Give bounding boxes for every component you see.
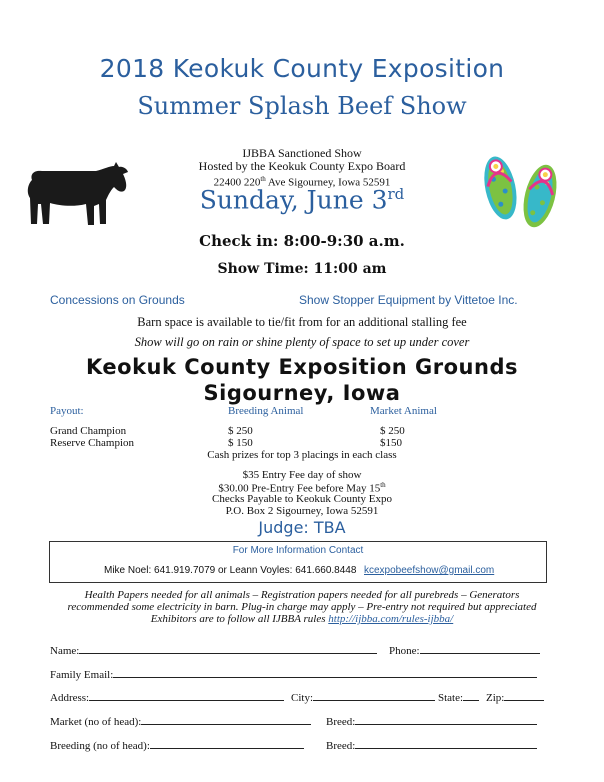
city-label: City: [291,692,314,704]
contact-phones: Mike Noel: 641.919.7079 or Leann Voyles: 641.660.8448 [104,565,357,576]
venue-city: Sigourney, Iowa [203,381,401,405]
rules-link[interactable]: http://ijbba.com/rules-ijbba/ [328,613,454,625]
venue-name: Keokuk County Exposition Grounds [86,355,518,379]
breeding-breed-field[interactable] [326,736,537,752]
breeding-column-header: Breeding Animal [228,405,304,417]
city-line[interactable] [313,688,435,701]
name-field[interactable] [50,641,377,657]
pre-entry-fee: $30.00 Pre-Entry Fee before May 15th [218,481,386,495]
phone-label: Phone: [389,645,420,657]
rain-or-shine-text: Show will go on rain or shine plenty of space to set up under cover [134,335,470,349]
family-email-label: Family Email: [50,669,114,681]
breeding-head-field[interactable] [50,736,304,752]
breeding-breed-label: Breed: [326,740,356,752]
market-breed-label: Breed: [326,716,356,728]
event-date: Sunday, June 3rd [199,185,405,215]
sanctioned-text: IJBBA Sanctioned Show [242,146,362,160]
name-label: Name: [50,645,80,657]
check-in-time: Check in: 8:00-9:30 a.m. [199,232,405,250]
payout-row-label: Reserve Champion [50,437,135,449]
judge-text: Judge: TBA [258,518,346,537]
hosted-by-text: Hosted by the Keokuk County Expo Board [198,159,406,173]
zip-label: Zip: [486,692,505,704]
zip-line[interactable] [504,688,544,701]
contact-info-box [49,541,547,583]
phone-field[interactable] [389,641,540,657]
entry-fee-day-of: $35 Entry Fee day of show [242,469,362,481]
state-field[interactable] [438,688,479,704]
state-label: State: [438,692,464,704]
concessions-text: Concessions on Grounds [50,293,185,307]
market-head-field[interactable] [50,712,311,728]
checks-payable-text: Checks Payable to Keokuk County Expo [212,493,392,505]
payout-row-breeding: $ 150 [228,437,253,449]
market-head-line[interactable] [141,712,311,725]
zip-field[interactable] [486,688,544,704]
address-label: Address: [50,692,90,704]
breeding-breed-line[interactable] [355,736,537,749]
contact-email-link[interactable]: kcexpobeefshow@gmail.com [364,565,495,576]
equipment-sponsor-text: Show Stopper Equipment by Vittetoe Inc. [299,293,518,307]
market-breed-field[interactable] [326,712,537,728]
show-time: Show Time: 11:00 am [217,261,387,277]
market-breed-line[interactable] [355,712,537,725]
title-line-1: 2018 Keokuk County Exposition [99,54,505,83]
notes-line-2: recommended some electricity in barn. Plug-in charge may apply – Pre-entry not required but appreciated [67,601,537,613]
address-line[interactable] [89,688,284,701]
payout-row-market: $ 250 [380,425,405,437]
family-email-field[interactable] [50,665,537,681]
city-field[interactable] [291,688,435,704]
market-column-header: Market Animal [370,405,437,417]
barn-space-text: Barn space is available to tie/fit from for an additional stalling fee [137,315,467,329]
name-line[interactable] [79,641,377,654]
state-line[interactable] [463,688,479,701]
notes-line-3: Exhibitors are to follow all IJBBA rules http://ijbba.com/rules-ijbba/ [150,613,454,625]
breeding-head-line[interactable] [150,736,304,749]
notes-line-1: Health Papers needed for all animals – Registration papers needed for all purebreds – Generators [84,589,520,601]
po-box-text: P.O. Box 2 Sigourney, Iowa 52591 [225,505,379,517]
contact-heading: For More Information Contact [232,545,364,556]
phone-line[interactable] [420,641,540,654]
payout-row-label: Grand Champion [50,425,127,437]
cash-prizes-text: Cash prizes for top 3 placings in each class [207,449,397,461]
market-head-label: Market (no of head): [50,716,142,728]
family-email-line[interactable] [113,665,537,678]
address-field[interactable] [50,688,284,704]
payout-row-market: $150 [380,437,402,449]
payout-row-breeding: $ 250 [228,425,253,437]
breeding-head-label: Breeding (no of head): [50,740,150,752]
payout-label: Payout: [50,405,84,417]
title-line-2: Summer Splash Beef Show [137,92,467,120]
host-address: 22400 220th Ave Sigourney, Iowa 52591 [213,175,391,189]
